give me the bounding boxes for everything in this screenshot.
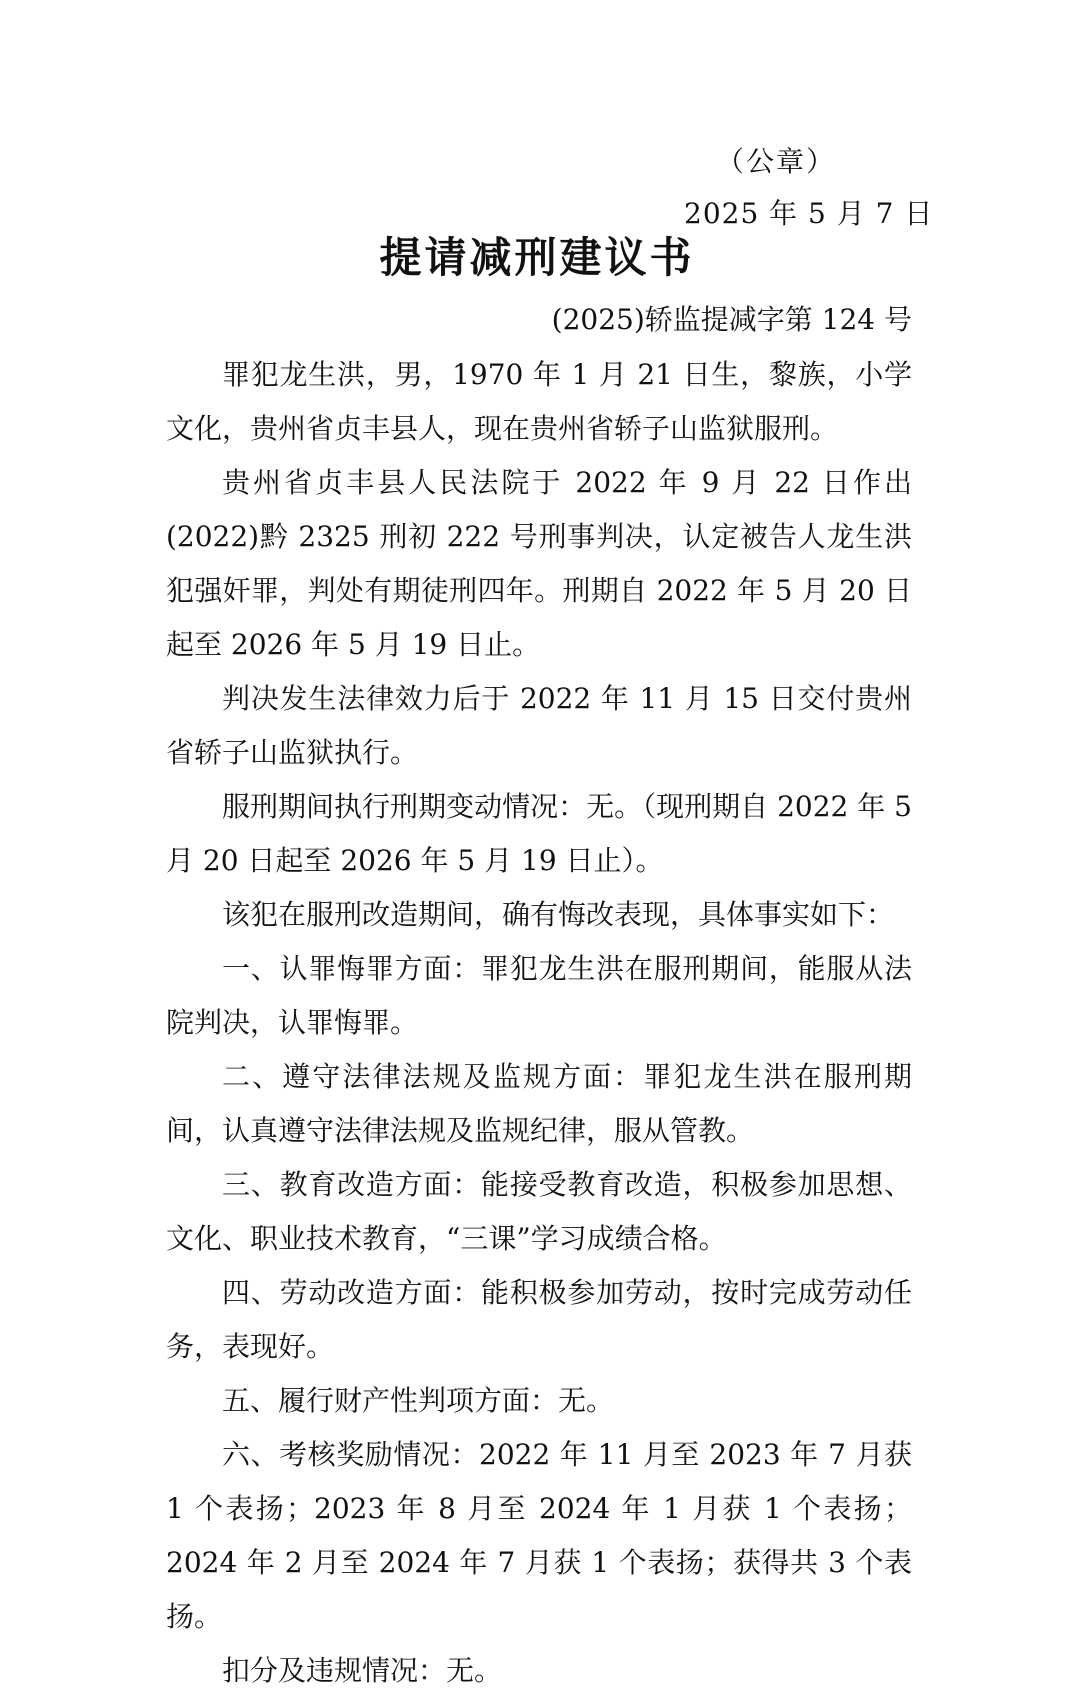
- document-title: 提请减刑建议书: [379, 233, 695, 282]
- paragraph-item-6: 六、考核奖励情况：2022 年 11 月至 2023 年 7 月获 1 个表扬；2023 年 8 月至 2024 年 1 月获 1 个表扬；2024 年 2 月至 2024 年 7 月获 1 个表扬；获得共 3 个表扬。: [166, 1438, 912, 1633]
- paragraph-item-2: 二、遵守法律法规及监规方面：罪犯龙生洪在服刑期间，认真遵守法律法规及监规纪律，服从管教。: [166, 1060, 912, 1147]
- document-number: (2025)轿监提减字第 124 号: [551, 303, 912, 336]
- paragraph-execution: 判决发生法律效力后于 2022 年 11 月 15 日交付贵州省轿子山监狱执行。: [166, 682, 912, 769]
- document-body: [166, 348, 912, 1698]
- issue-date: 2025 年 5 月 7 日: [684, 197, 934, 230]
- paragraph-deductions: 扣分及违规情况：无。: [222, 1654, 503, 1687]
- paragraph-prisoner-info: 罪犯龙生洪，男，1970 年 1 月 21 日生，黎族，小学文化，贵州省贞丰县人，现在贵州省轿子山监狱服刑。: [166, 358, 912, 445]
- paragraph-item-5: 五、履行财产性判项方面：无。: [222, 1384, 615, 1417]
- paragraph-court-judgment: 贵州省贞丰县人民法院于 2022 年 9 月 22 日作出(2022)黔 2325 刑初 222 号刑事判决，认定被告人龙生洪犯强奸罪，判处有期徒刑四年。刑期自 2022 年 5 月 20 日起至 2026 年 5 月 19 日止。: [166, 466, 912, 661]
- paragraph-item-1: 一、认罪悔罪方面：罪犯龙生洪在服刑期间，能服从法院判决，认罪悔罪。: [166, 952, 912, 1039]
- paragraph-repentance-intro: 该犯在服刑改造期间，确有悔改表现，具体事实如下：: [222, 898, 895, 931]
- paragraph-item-3: 三、教育改造方面：能接受教育改造，积极参加思想、文化、职业技术教育，“三课”学习成绩合格。: [166, 1168, 912, 1255]
- paragraph-sentence-changes: 服刑期间执行刑期变动情况：无。（现刑期自 2022 年 5 月 20 日起至 2026 年 5 月 19 日止）。: [166, 790, 912, 877]
- official-seal-placeholder: （公章）: [716, 145, 837, 178]
- paragraph-item-4: 四、劳动改造方面：能积极参加劳动，按时完成劳动任务，表现好。: [166, 1276, 912, 1363]
